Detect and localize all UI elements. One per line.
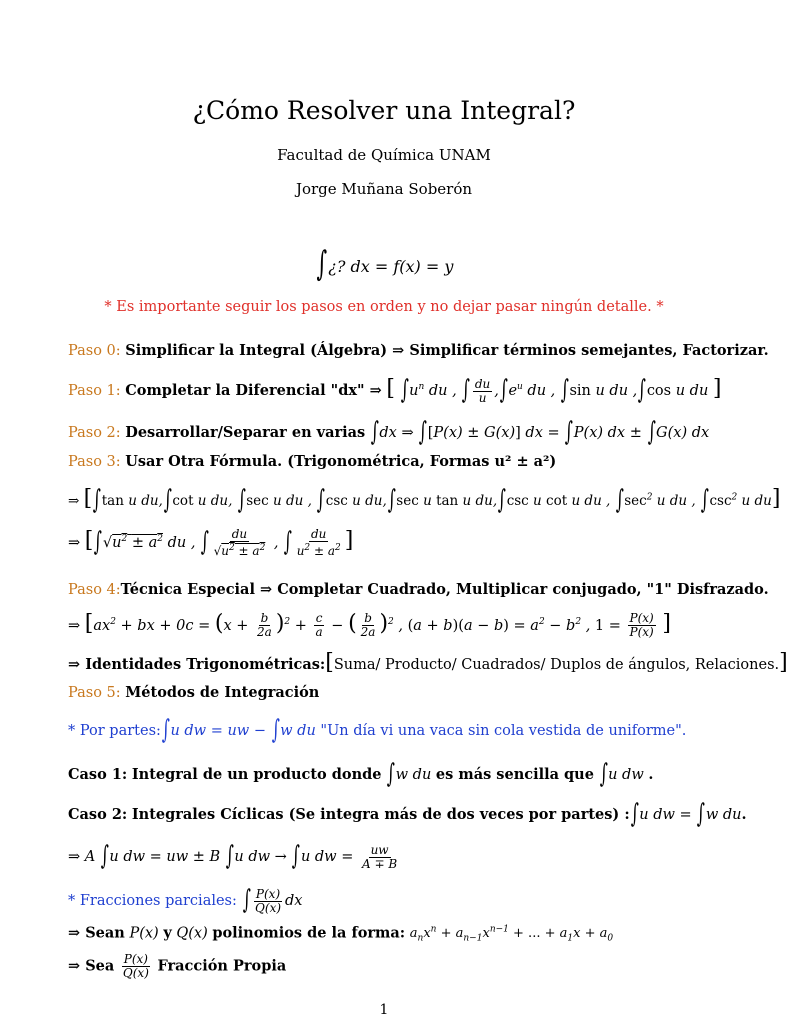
- paso-5-text: Métodos de Integración: [125, 684, 320, 701]
- paso-1-label: Paso 1:: [68, 383, 121, 399]
- paso-5: [68, 683, 760, 703]
- sea-fraccion: ⇒ Sea $\frac{P(x)}{Q(x)}$ Fracción Propia: [68, 952, 287, 980]
- paso-0-text: Simplificar la Integral (Álgebra) ⇒ Simplificar términos semejantes, Factorizar.: [125, 342, 769, 359]
- sean-polinomios: ⇒ Sean P(x) y Q(x) polinomios de la forma: $a_nx^n + a_{n-1}x^{n-1}$ + ... + $a_1x + a_0$: [68, 924, 614, 944]
- paso-2: [68, 416, 760, 447]
- paso-3: [68, 452, 760, 472]
- paso-1: [68, 374, 760, 405]
- identidades-items: Suma/ Producto/ Cuadrados/ Duplos de ángulos, Relaciones.: [333, 657, 780, 673]
- paso-4: [68, 580, 769, 600]
- author: Jorge Muñana Soberón: [295, 180, 473, 198]
- paso-2-label: Paso 2:: [68, 425, 121, 441]
- caso-2-formula: ⇒ A ∫u dw = uw ± B ∫u dw → ∫u dw = $\frac{uw}{A \mp B}$: [68, 841, 398, 871]
- paso-4-text: Técnica Especial ⇒ Completar Cuadrado, Multiplicar conjugado, "1" Disfrazado.: [120, 581, 769, 598]
- main-formula: ∫¿? dx = f(x) = y: [316, 244, 454, 284]
- por-partes-label: * Por partes:: [68, 723, 161, 739]
- paso-2-formula: ∫dx ⇒ ∫[P(x) ± G(x)] dx = ∫P(x) dx ± ∫G(x) dx: [370, 417, 710, 447]
- paso-3-forms: ⇒ [$\int√u^2 \pm a^2$ du , ∫ $\frac{du}{√u^2 \pm a^2}$ , ∫ $\frac{du}{u^2 \pm a^2}$ ]: [68, 527, 354, 558]
- por-partes-mnemonic: "Un día vi una vaca sin cola vestida de uniforme".: [320, 723, 687, 739]
- paso-2-text: Desarrollar/Separar en varias: [125, 424, 366, 441]
- paso-1-formulas: [ $\int u^n$ du , ∫ $\frac{du}{u}$ $,\int e^u$ du , ∫sin u du ,∫cos u du ]: [386, 375, 722, 405]
- identidades: ⇒ Identidades Trigonométricas:[Suma/ Producto/ Cuadrados/ Duplos de ángulos, Relaciones.]: [68, 650, 788, 675]
- caso-1-label: Caso 1:: [68, 766, 128, 783]
- paso-4-label: Paso 4:: [68, 582, 121, 598]
- page-number: 1: [379, 1002, 389, 1018]
- caso-2: Caso 2: Integrales Cíclicas (Se integra más de dos veces por partes) :∫u dw = ∫w du.: [68, 799, 747, 829]
- paso-3-label: Paso 3:: [68, 454, 121, 470]
- fracciones-label: * Fracciones parciales:: [68, 893, 237, 909]
- identidades-label: ⇒ Identidades Trigonométricas:: [68, 656, 326, 673]
- page-title: ¿Cómo Resolver una Integral?: [192, 96, 576, 125]
- paso-3-text: Usar Otra Fórmula. (Trigonométrica, Formas u² ± a²): [125, 453, 557, 470]
- paso-0: [68, 341, 769, 361]
- paso-3-trig: ⇒ [∫tan u du,∫cot u du, ∫sec u du , ∫csc u du,∫sec u tan u du,∫csc u cot u du , $\int\sec^2$ u du , $\int\csc^2$ u du]: [68, 485, 781, 515]
- fracciones-parciales: * Fracciones parciales: ∫ $\frac{P(x)}{Q(x)}$ dx: [68, 885, 303, 915]
- por-partes: [68, 714, 760, 745]
- notice: * Es importante seguir los pasos en orden y no dejar pasar ningún detalle. *: [104, 299, 664, 315]
- paso-0-label: Paso 0:: [68, 343, 121, 359]
- institution: Facultad de Química UNAM: [277, 146, 491, 164]
- paso-1-text: Completar la Diferencial "dx" ⇒: [125, 382, 382, 399]
- paso-4-formula: ⇒ [$ax^2$ + bx + 0c = (x + $\frac{b}{2a}$ )$^2$ + $\frac{c}{a}$ − ( $\frac{b}{2a}$ )$^2$ , $(a + b)(a - b) = a^2 - b^2$ , 1 = $\frac{P(x)}{P(x)}$ ]: [68, 610, 671, 640]
- caso-2-label: Caso 2:: [68, 806, 128, 823]
- por-partes-formula: ∫u dw = uw − ∫w du: [161, 715, 316, 745]
- paso-5-label: Paso 5:: [68, 685, 121, 701]
- caso-1: Caso 1: Integral de un producto donde ∫w du es más sencilla que ∫u dw .: [68, 759, 654, 789]
